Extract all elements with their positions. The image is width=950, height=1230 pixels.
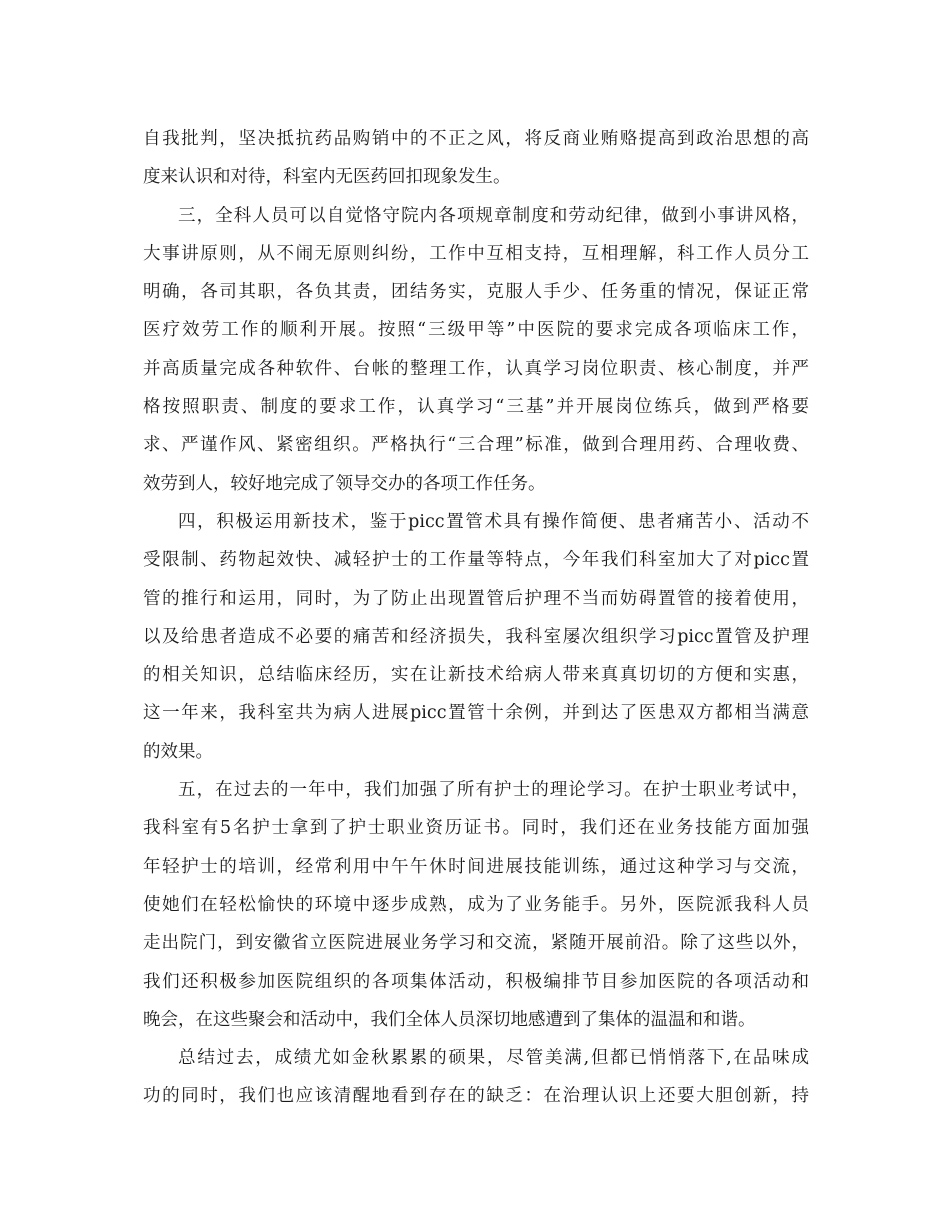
paragraph-first-line: 五，在过去的一年中，我们加强了所有护士的理论学习。在护士职业考试中， (178, 780, 809, 801)
paragraph-line: 管的推行和运用，同时，为了防止出现置管后护理不当而妨碍置管的接着使用， (143, 588, 809, 609)
paragraph-line: 功的同时，我们也应该清醒地看到存在的缺乏：在治理认识上还要大胆创新，持 (143, 1086, 809, 1107)
paragraph-line: 医疗效劳工作的顺利开展。按照“三级甲等”中医院的要求完成各项临床工作， (143, 320, 809, 341)
paragraph-line: 受限制、药物起效快、减轻护士的工作量等特点，今年我们科室加大了对picc置 (143, 550, 809, 571)
paragraph-line: 明确，各司其职，各负其责，团结务实，克服人手少、任务重的情况，保证正常 (143, 282, 809, 303)
paragraph-line: 这一年来，我科室共为病人进展picc置管十余例，并到达了医患双方都相当满意 (143, 703, 809, 724)
paragraph-line: 晚会，在这些聚会和活动中，我们全体人员深切地感遭到了集体的温温和和谐。 (143, 1009, 756, 1030)
paragraph-line: 并高质量完成各种软件、台帐的整理工作，认真学习岗位职责、核心制度，并严 (143, 358, 809, 379)
paragraph-line: 的相关知识，总结临床经历，实在让新技术给病人带来真真切切的方便和实惠， (143, 665, 809, 686)
paragraph-line: 使她们在轻松愉快的环境中逐步成熟，成为了业务能手。另外，医院派我科人员 (143, 894, 809, 915)
paragraph-line: 我科室有5名护士拿到了护士职业资历证书。同时，我们还在业务技能方面加强 (143, 818, 809, 839)
paragraph-line: 自我批判，坚决抵抗药品购销中的不正之风，将反商业贿赂提高到政治思想的高 (143, 129, 809, 149)
paragraph-line: 走出院门，到安徽省立医院进展业务学习和交流，紧随开展前沿。除了这些以外， (143, 933, 809, 954)
paragraph-first-line: 四，积极运用新技术，鉴于picc置管术具有操作简便、患者痛苦小、活动不 (178, 511, 809, 532)
paragraph-line: 我们还积极参加医院组织的各项集体活动，积极编排节目参加医院的各项活动和 (143, 971, 809, 992)
paragraph-line: 求、严谨作风、紧密组织。严格执行“三合理”标准，做到合理用药、合理收费、 (143, 435, 809, 456)
paragraph-line: 大事讲原则，从不闹无原则纠纷，工作中互相支持，互相理解，科工作人员分工 (143, 243, 809, 264)
paragraph-line: 年轻护士的培训，经常利用中午午休时间进展技能训练，通过这种学习与交流， (143, 856, 809, 877)
paragraph-line: 度来认识和对待，科室内无医药回扣现象发生。 (143, 167, 511, 188)
paragraph-line: 格按照职责、制度的要求工作，认真学习“三基”并开展岗位练兵，做到严格要 (143, 397, 809, 418)
paragraph-first-line: 总结过去，成绩尤如金秋累累的硕果，尽管美满,但都已悄悄落下,在品味成 (178, 1048, 809, 1069)
paragraph-line: 以及给患者造成不必要的痛苦和经济损失，我科室屡次组织学习picc置管及护理 (143, 626, 809, 647)
paragraph-line: 的效果。 (143, 741, 213, 762)
paragraph-first-line: 三，全科人员可以自觉恪守院内各项规章制度和劳动纪律，做到小事讲风格， (178, 205, 809, 226)
paragraph-line: 效劳到人，较好地完成了领导交办的各项工作任务。 (143, 473, 546, 494)
document-body (143, 120, 809, 1116)
